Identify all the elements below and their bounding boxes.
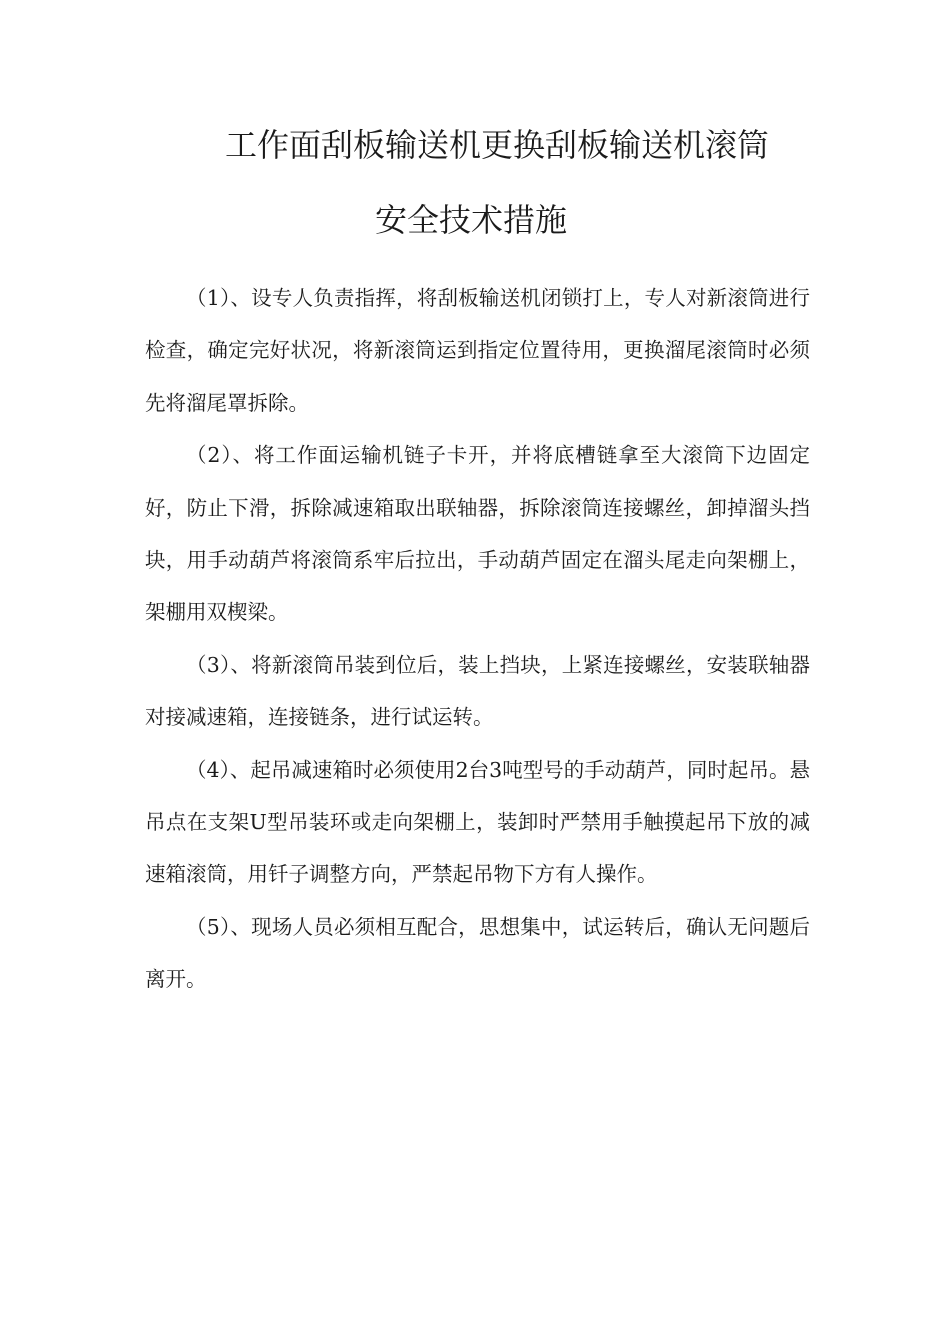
paragraph-3: （3）、将新滚筒吊装到位后，装上挡块，上紧连接螺丝，安装联轴器对接减速箱，连接链条，进行试运转。 — [145, 652, 810, 730]
paragraph-2: （2）、将工作面运输机链子卡开，并将底槽链拿至大滚筒下边固定好，防止下滑，拆除减速箱取出联轴器，拆除滚筒连接螺丝，卸掉溜头挡块，用手动葫芦将滚筒系牢后拉出，手动葫芦固定在溜头尾走向架棚上，架棚用双楔梁。 — [145, 443, 810, 625]
paragraph-1: （1）、设专人负责指挥，将刮板输送机闭锁打上，专人对新滚筒进行检查，确定完好状况，将新滚筒运到指定位置待用，更换溜尾滚筒时必须先将溜尾罩拆除。 — [145, 286, 810, 415]
paragraph-5: （5）、现场人员必须相互配合，思想集中，试运转后，确认无问题后离开。 — [145, 914, 810, 992]
document-body — [145, 272, 810, 1006]
document-subtitle: 安全技术措施 — [375, 201, 568, 239]
document-title: 工作面刮板输送机更换刮板输送机滚筒 — [225, 126, 770, 164]
paragraph-4: （4）、起吊减速箱时必须使用2台3吨型号的手动葫芦，同时起吊。悬吊点在支架U型吊装环或走向架棚上，装卸时严禁用手触摸起吊下放的减速箱滚筒，用钎子调整方向，严禁起吊物下方有人操作。 — [145, 757, 810, 887]
